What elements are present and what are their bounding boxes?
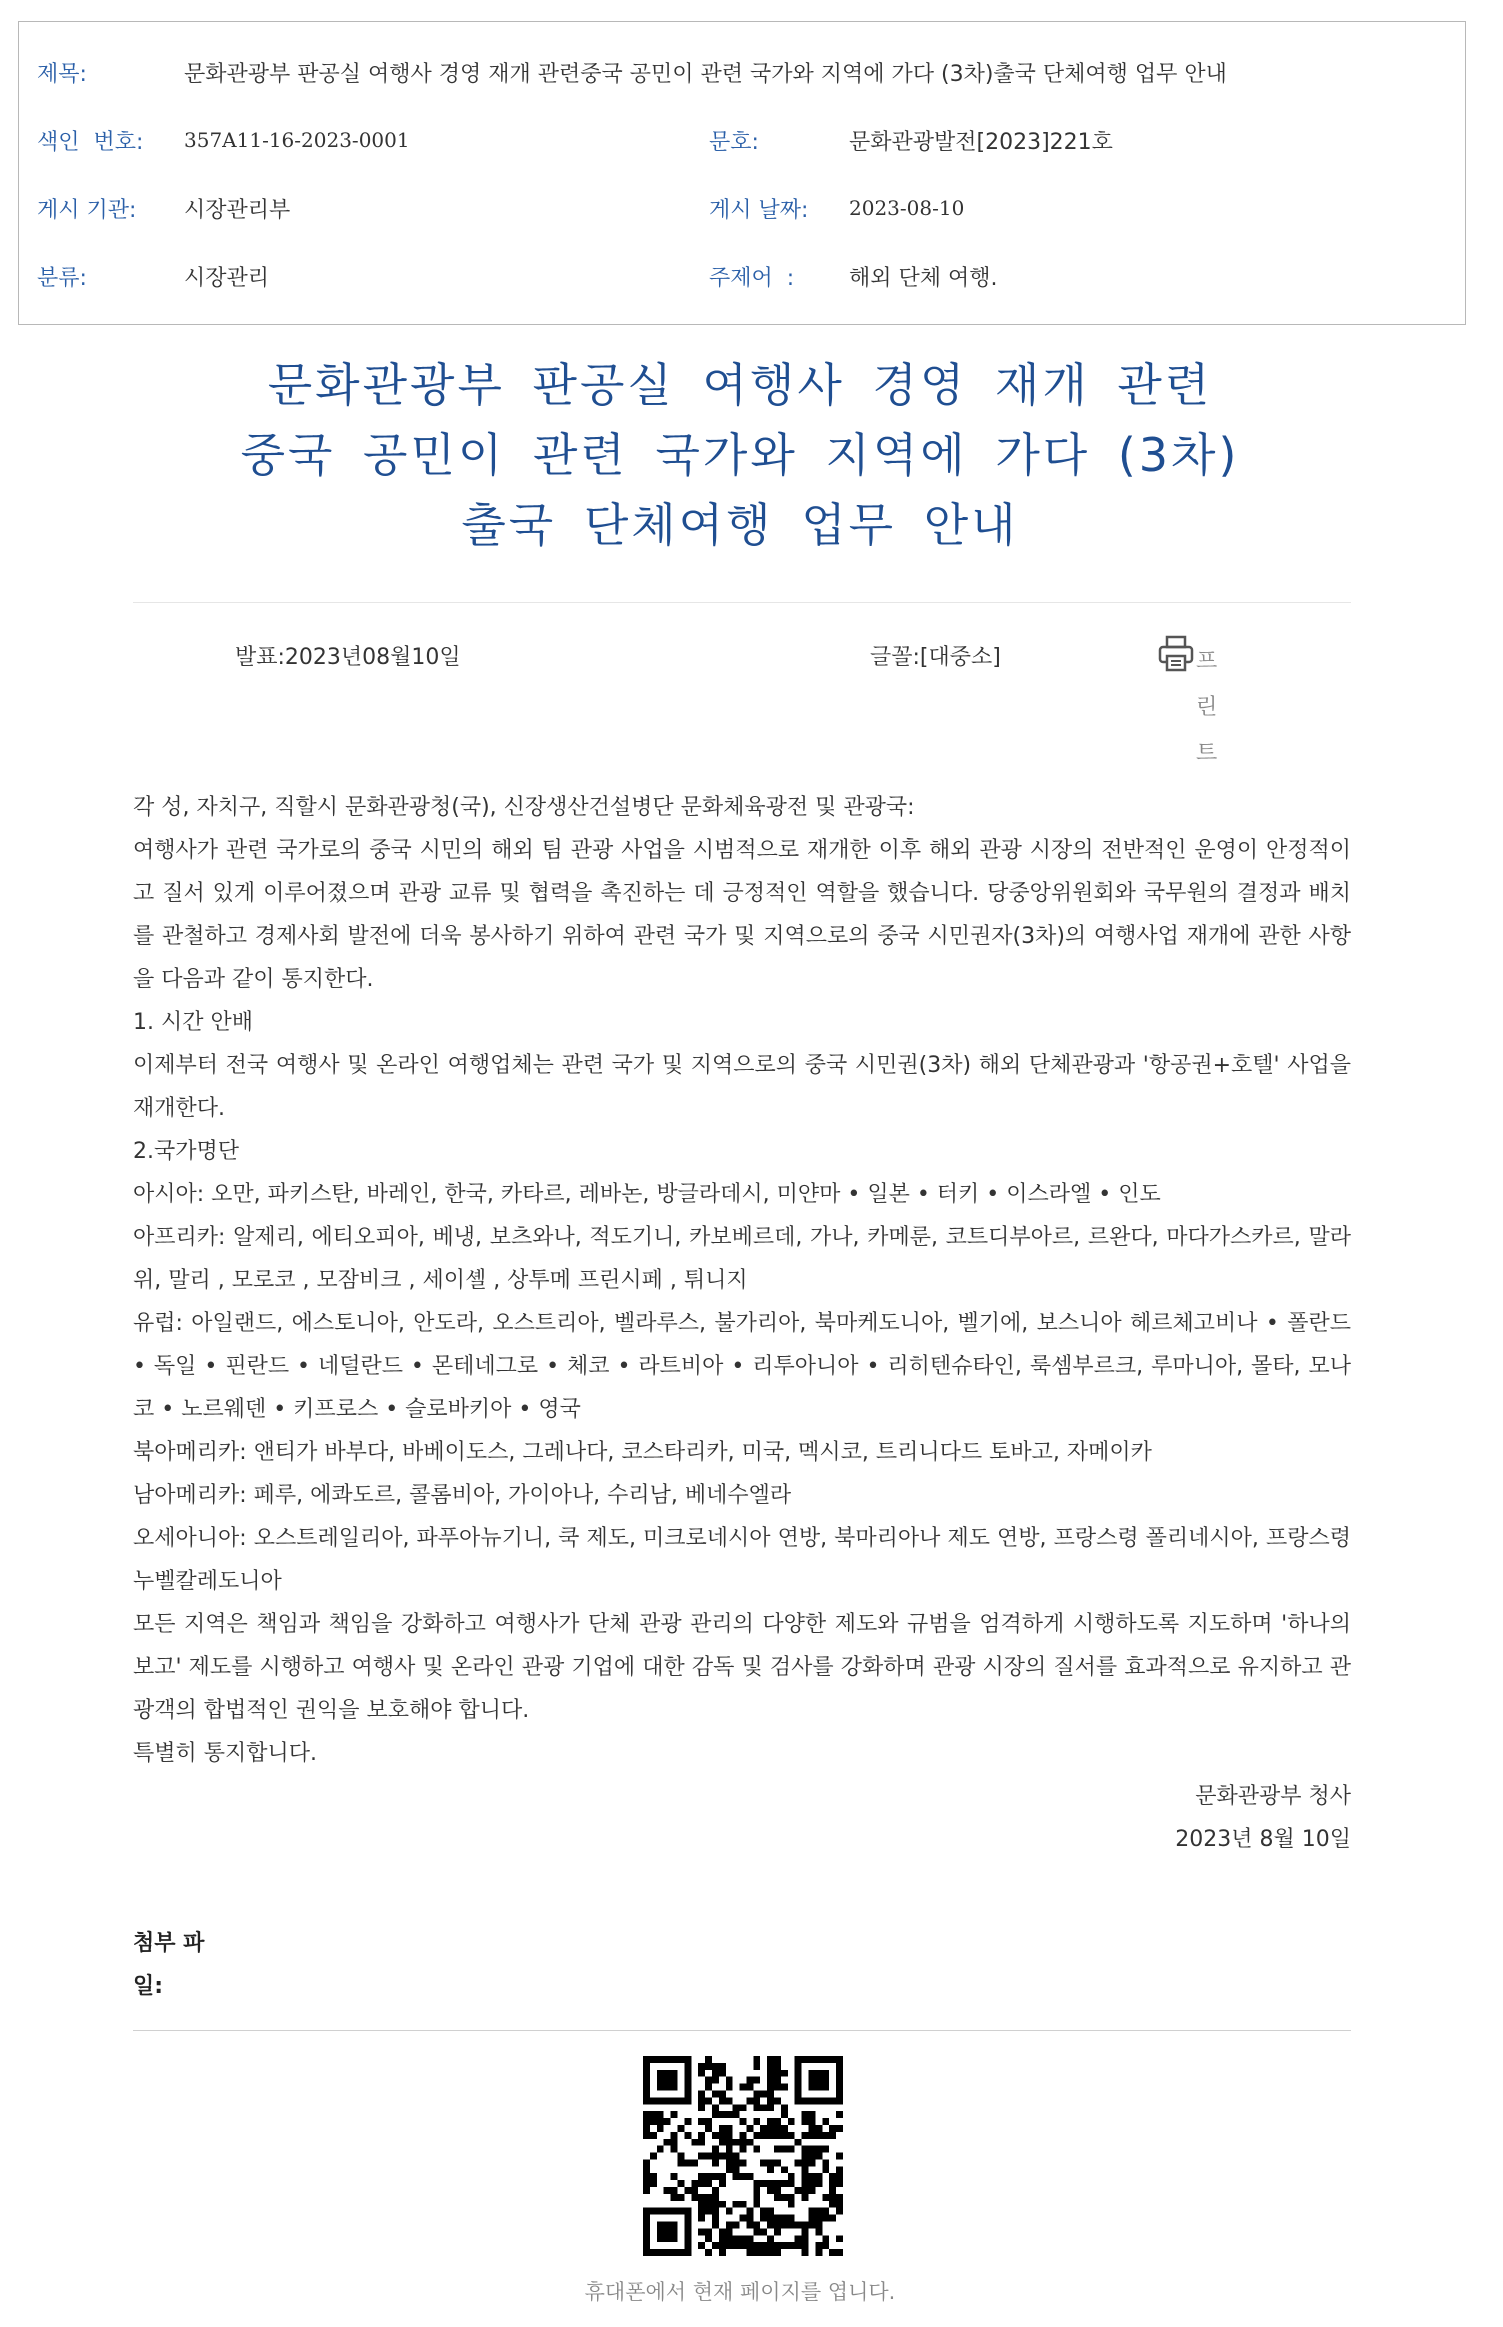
countries-asia: 아시아: 오만, 파키스탄, 바레인, 한국, 카타르, 레바논, 방글라데시, 미얀마 • 일본 • 터키 • 이스라엘 • 인도 xyxy=(133,1182,1161,1207)
paragraph-closing: 모든 지역은 책임과 책임을 강화하고 여행사가 단체 관광 관리의 다양한 제도와 규범을 엄격하게 시행하도록 지도하며 '하나의 보고' 제도를 시행하고 여행사 및 온라인 관광 기업에 대한 감독 및 검사를 강화하며 관광 시장의 질서를 효과적으로 유지하고 관광객의 합법적인 권익을 보호해야 합니다. xyxy=(133,1612,1351,1723)
section-2-heading: 2.국가명단 xyxy=(133,1139,239,1164)
meta-subject-value: 해외 단체 여행. xyxy=(849,265,998,291)
qr-caption: 휴대폰에서 현재 페이지를 엽니다. xyxy=(584,2280,896,2304)
attachment-divider xyxy=(133,2030,1351,2031)
meta-subject-label: 주제어 : xyxy=(709,265,795,291)
paragraph-intro: 여행사가 관련 국가로의 중국 시민의 해외 팀 관광 사업을 시범적으로 재개한 이후 해외 관광 시장의 전반적인 운영이 안정적이고 질서 있게 이루어졌으며 관광 교류 및 협력을 촉진하는 데 긍정적인 역할을 했습니다. 당중앙위원회와 국무원의 결정과 배치를 관철하고 경제사회 발전에 더욱 봉사하기 위하여 관련 국가 및 지역으로의 중국 시민권자(3차)의 여행사업 재개에 관한 사항을 다음과 같이 통지한다. xyxy=(133,838,1351,992)
greeting: 각 성, 자치구, 직할시 문화관광청(국), 신장생산건설병단 문화체육광전 및 관광국: xyxy=(133,795,915,820)
countries-oceania: 오세아니아: 오스트레일리아, 파푸아뉴기니, 쿡 제도, 미크로네시아 연방, 북마리아나 제도 연방, 프랑스령 폴리네시아, 프랑스령 누벨칼레도니아 xyxy=(133,1526,1351,1594)
meta-title-value: 문화관광부 판공실 여행사 경영 재개 관련중국 공민이 관련 국가와 지역에 가다 (3차)출국 단체여행 업무 안내 xyxy=(184,61,1227,87)
meta-row-index xyxy=(19,120,1465,160)
signer: 문화관광부 청사 xyxy=(1195,1784,1351,1809)
qr-code-icon xyxy=(643,2056,843,2256)
printer-icon xyxy=(1158,635,1194,673)
print-label: 프린트 xyxy=(1196,649,1218,766)
title-line-1: 문화관광부 판공실 여행사 경영 재개 관련 xyxy=(267,358,1213,412)
meta-publisher-label: 게시 기관: xyxy=(37,197,137,223)
document-body xyxy=(133,786,1351,1861)
notice-line: 특별히 통지합니다. xyxy=(133,1741,318,1766)
countries-europe: 유럽: 아일랜드, 에스토니아, 안도라, 오스트리아, 벨라루스, 불가리아, 북마케도니아, 벨기에, 보스니아 헤르체고비나 • 폴란드 • 독일 • 핀란드 • 네덜란드 • 몬테네그로 • 체코 • 라트비아 • 리투아니아 • 리히텐슈타인, 룩셈부르크, 루마니아, 몰타, 모나코 • 노르웨덴 • 키프로스 • 슬로바키아 • 영국 xyxy=(133,1311,1351,1422)
document-title xyxy=(0,350,1480,560)
meta-index-label: 색인 번호: xyxy=(37,129,144,155)
publish-date: 발표:2023년08월10일 xyxy=(235,645,461,670)
meta-docno-value: 문화관광발전[2023]221호 xyxy=(849,129,1113,155)
countries-north-america: 북아메리카: 앤티가 바부다, 바베이도스, 그레나다, 코스타리카, 미국, 멕시코, 트리니다드 토바고, 자메이카 xyxy=(133,1440,1152,1465)
meta-publisher-value: 시장관리부 xyxy=(184,197,291,223)
meta-postdate-value: 2023-08-10 xyxy=(849,196,965,220)
countries-africa: 아프리카: 알제리, 에티오피아, 베냉, 보츠와나, 적도기니, 카보베르데, 가나, 카메룬, 코트디부아르, 르완다, 마다가스카르, 말라위, 말리 , 모로코 , 모잠비크 , 세이셸 , 상투메 프린시페 , 튀니지 xyxy=(133,1225,1351,1293)
meta-row-title xyxy=(19,52,1465,92)
meta-index-value: 357A11-16-2023-0001 xyxy=(184,128,410,152)
title-line-2: 중국 공민이 관련 국가와 지역에 가다 (3차) xyxy=(240,428,1240,482)
meta-row-category xyxy=(19,256,1465,296)
meta-category-label: 분류: xyxy=(37,265,87,291)
attachment-label: 첨부 파일: xyxy=(133,1931,205,1999)
meta-postdate-label: 게시 날짜: xyxy=(709,197,809,223)
section-1-heading: 1. 시간 안배 xyxy=(133,1010,253,1035)
sign-date: 2023년 8월 10일 xyxy=(1175,1827,1351,1852)
title-divider xyxy=(133,602,1351,603)
meta-category-value: 시장관리 xyxy=(184,265,270,291)
document-info-box xyxy=(18,21,1466,325)
meta-title-label: 제목: xyxy=(37,61,87,87)
section-1-text: 이제부터 전국 여행사 및 온라인 여행업체는 관련 국가 및 지역으로의 중국 시민권(3차) 해외 단체관광과 '항공권+호텔' 사업을 재개한다. xyxy=(133,1053,1351,1121)
meta-row-publisher xyxy=(19,188,1465,228)
font-size-selector[interactable]: 글꼴:[대중소] xyxy=(870,645,1001,670)
title-line-3: 출국 단체여행 업무 안내 xyxy=(461,498,1019,552)
countries-south-america: 남아메리카: 페루, 에콰도르, 콜롬비아, 가이아나, 수리남, 베네수엘라 xyxy=(133,1483,792,1508)
meta-docno-label: 문호: xyxy=(709,129,759,155)
